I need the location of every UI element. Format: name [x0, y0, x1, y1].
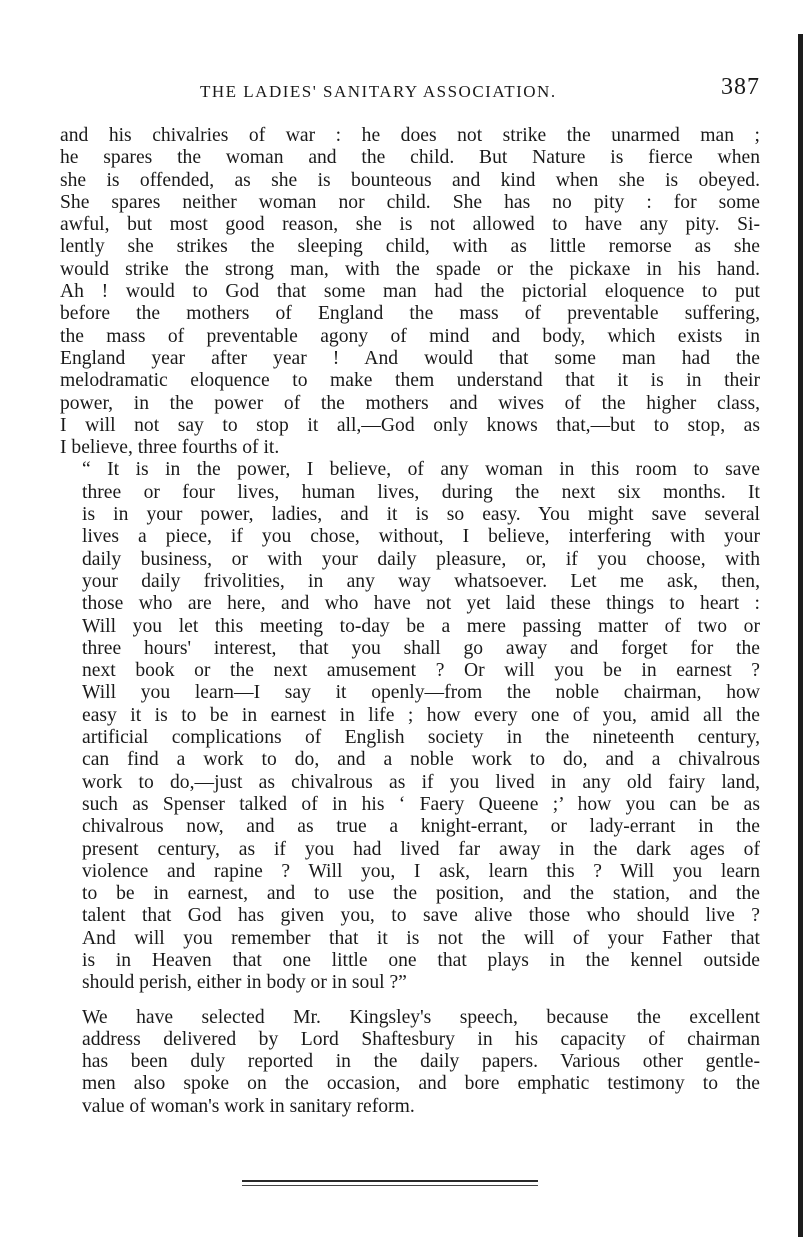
end-rule-thick — [242, 1180, 538, 1182]
text-line: should perish, either in body or in soul ?” — [82, 972, 407, 994]
text-line: three or four lives, human lives, during the next six months. It — [82, 481, 760, 503]
text-line: “ It is in the power, I believe, of any woman in this room to save — [82, 459, 760, 481]
text-line: Will you let this meeting to-day be a mere passing matter of two or — [82, 615, 760, 637]
text-line: present century, as if you had lived far away in the dark ages of — [82, 838, 760, 860]
article-body — [60, 125, 760, 1118]
text-line: she is offended, as she is bounteous and kind when she is obeyed. — [60, 169, 760, 191]
text-line: men also spoke on the occasion, and bore emphatic testimony to the — [82, 1073, 760, 1095]
text-line: to be in earnest, and to use the position, and the station, and the — [82, 883, 760, 905]
text-line: Ah ! would to God that some man had the pictorial eloquence to put — [60, 281, 760, 303]
text-line: daily business, or with your daily pleasure, or, if you choose, with — [82, 548, 760, 570]
paragraph-2 — [60, 459, 760, 994]
text-line: has been duly reported in the daily papers. Various other gentle- — [82, 1051, 760, 1073]
text-line: such as Spenser talked of in his ‘ Faery Queene ;’ how you can be as — [82, 793, 760, 815]
end-rule — [242, 1180, 538, 1189]
text-line: talent that God has given you, to save alive those who should live ? — [82, 905, 760, 927]
text-line: She spares neither woman nor child. She has no pity : for some — [60, 191, 760, 213]
text-line: is in your power, ladies, and it is so easy. You might save several — [82, 504, 760, 526]
running-head: THE LADIES' SANITARY ASSOCIATION. — [200, 82, 557, 101]
text-line: address delivered by Lord Shaftesbury in his capacity of chairman — [82, 1028, 760, 1050]
text-line: easy it is to be in earnest in life ; how every one of you, amid all the — [82, 704, 760, 726]
text-line: is in Heaven that one little one that plays in the kennel outside — [82, 949, 760, 971]
text-line: England year after year ! And would that some man had the — [60, 347, 760, 369]
text-line: melodramatic eloquence to make them understand that it is in their — [60, 370, 760, 392]
text-line: violence and rapine ? Will you, I ask, learn this ? Will you learn — [82, 860, 760, 882]
text-line: value of woman's work in sanitary reform. — [82, 1095, 415, 1117]
page-number: 387 — [721, 74, 760, 100]
text-line: I will not say to stop it all,—God only knows that,—but to stop, as — [60, 414, 760, 436]
text-line: chivalrous now, and as true a knight-errant, or lady-errant in the — [82, 816, 760, 838]
text-line: and his chivalries of war : he does not strike the unarmed man ; — [60, 125, 760, 146]
text-line: can find a work to do, and a noble work to do, and a chivalrous — [82, 749, 760, 771]
text-line: your daily frivolities, in any way whatsoever. Let me ask, then, — [82, 570, 760, 592]
text-line: the mass of preventable agony of mind and body, which exists in — [60, 325, 760, 347]
text-line: lently she strikes the sleeping child, with as little remorse as she — [60, 236, 760, 258]
page-edge-rule — [798, 34, 803, 1237]
text-line: Will you learn—I say it openly—from the noble chairman, how — [82, 682, 760, 704]
page-header — [60, 74, 760, 110]
text-line: those who are here, and who have not yet laid these things to heart : — [82, 593, 760, 615]
text-line: three hours' interest, that you shall go away and forget for the — [82, 637, 760, 659]
text-line: We have selected Mr. Kingsley's speech, because the excellent — [82, 1006, 760, 1028]
text-line: lives a piece, if you chose, without, I believe, interfering with your — [82, 526, 760, 548]
text-line: he spares the woman and the child. But Nature is fierce when — [60, 147, 760, 169]
text-line: would strike the strong man, with the spade or the pickaxe in his hand. — [60, 258, 760, 280]
text-line: And will you remember that it is not the will of your Father that — [82, 927, 760, 949]
text-line: artificial complications of English society in the nineteenth century, — [82, 727, 760, 749]
paragraph-3 — [60, 1007, 760, 1118]
text-line: power, in the power of the mothers and wives of the higher class, — [60, 392, 760, 414]
text-line: next book or the next amusement ? Or will you be in earnest ? — [82, 660, 760, 682]
text-line: before the mothers of England the mass of preventable suffering, — [60, 303, 760, 325]
paragraph-1 — [60, 125, 760, 459]
text-line: work to do,—just as chivalrous as if you lived in any old fairy land, — [82, 771, 760, 793]
text-line: I believe, three fourths of it. — [60, 437, 280, 459]
end-rule-thin — [242, 1185, 538, 1186]
text-line: awful, but most good reason, she is not allowed to have any pity. Si- — [60, 214, 760, 236]
